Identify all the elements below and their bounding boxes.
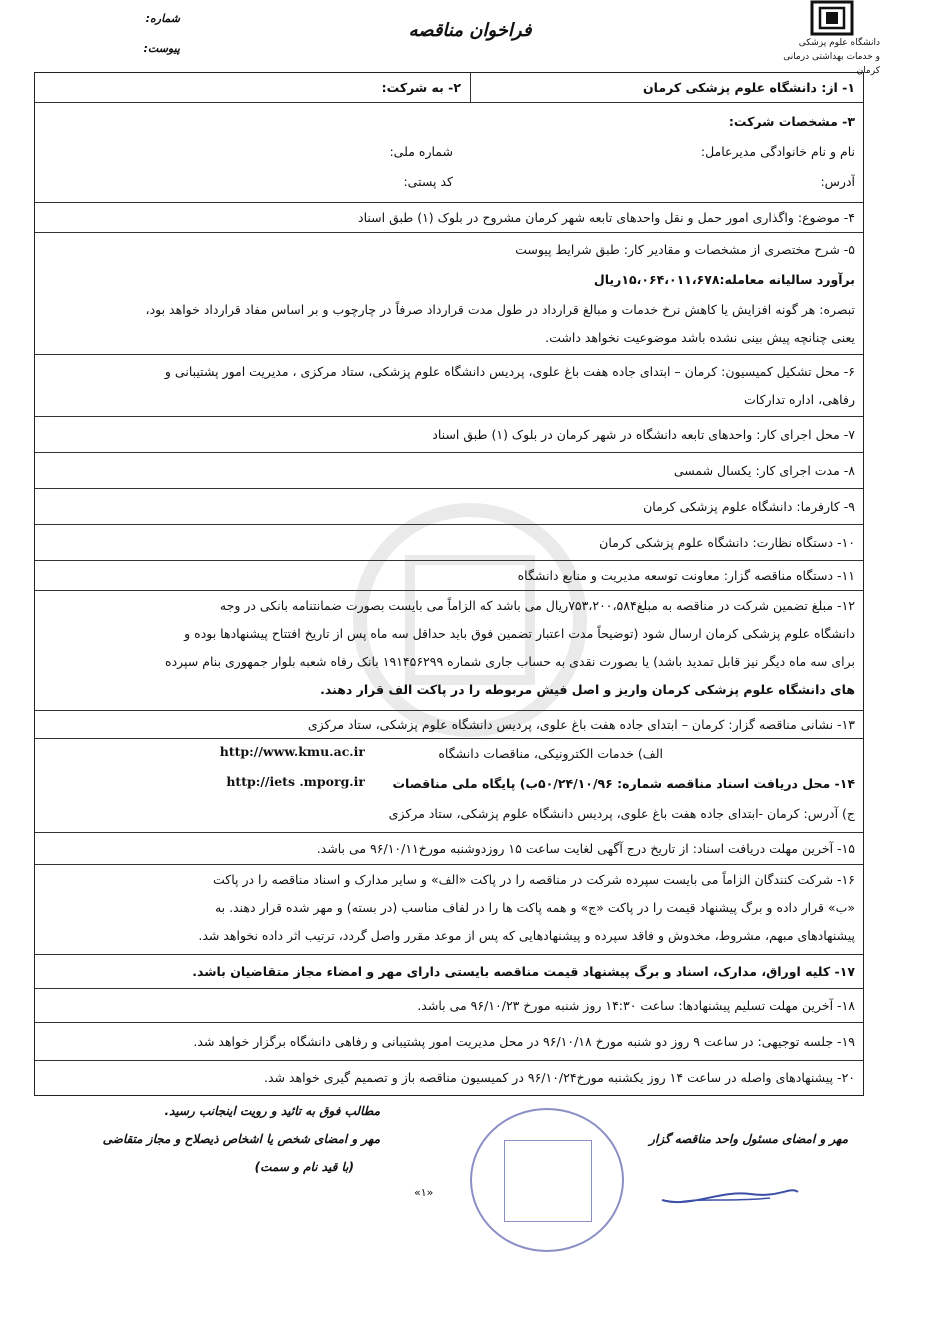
note-line2: یعنی چنانچه پیش بینی نشده باشد موضوعیت نخواهد داشت.: [545, 330, 855, 345]
docs-option-c: ج) آدرس: کرمان -ابتدای جاده هفت باغ علوی، پردیس دانشگاه علوم پزشکی، ستاد مرکزی: [388, 806, 855, 821]
university-logo-icon: [804, 0, 860, 38]
row-10-supervision: [35, 525, 863, 561]
row-4-subject: [35, 203, 863, 233]
page-title: فراخوان مناقصه: [408, 20, 532, 41]
national-id-field: شماره ملی:: [389, 144, 453, 159]
from-field: ۱- از: دانشگاه علوم پزشکی کرمان: [643, 80, 855, 95]
work-location: ۷- محل اجرای کار: واحدهای تابعه دانشگاه در شهر کرمان در بلوک (۱) طبق اسناد: [432, 427, 855, 442]
envelopes-line2: «ب» قرار داده و برگ پیشنهاد قیمت را در پاکت «ج» و همه پاکت ها را در لفاف مناسب (در بسته) و مهر شده قرار دهند. به: [214, 900, 855, 915]
supervision: ۱۰- دستگاه نظارت: دانشگاه علوم پزشکی کرمان: [599, 535, 855, 550]
company-specs-title: ۳- مشخصات شرکت:: [728, 114, 855, 129]
row-14-documents: [35, 739, 863, 833]
docs-option-a: الف) خدمات الکترونیکی، مناقصات دانشگاه: [438, 746, 663, 761]
row-5-description: [35, 233, 863, 355]
envelopes-line3: پیشنهادهای مبهم، مشروط، مخدوش و فاقد سپرده و پیشنهادهایی که پس از موعد مقرر واصل گردد، ترتیب اثر داده نخواهد شد.: [198, 928, 855, 943]
signature-icon: [660, 1180, 800, 1210]
stamp-logo-icon: [504, 1140, 592, 1222]
note-line1: تبصره: هر گونه افزایش یا کاهش نرخ خدمات و مبالغ قرارداد در طول مدت قرارداد صرفاً در چارچوب و بر اساس مفاد قرارداد خواهد بود،: [145, 302, 855, 317]
guarantee-line3: برای سه ماه دیگر نیز قابل تمدید باشد) یا بصورت نقدی به حساب جاری شماره ۱۹۱۴۵۶۲۹۹ بانک رفاه شعبه بلوار جمهوری بنام سپرده: [165, 654, 855, 669]
university-line1: دانشگاه علوم پزشکی: [798, 38, 880, 48]
postal-code-field: کد پستی:: [403, 174, 453, 189]
kmu-url-text[interactable]: http://www.kmu.ac.ir: [219, 744, 365, 759]
row-9-employer: [35, 489, 863, 525]
row-1-2: [35, 73, 863, 103]
employer: ۹- کارفرما: دانشگاه علوم پزشکی کرمان: [643, 499, 855, 514]
row-8-duration: [35, 453, 863, 489]
organizer-address: ۱۳- نشانی مناقصه گزار: کرمان – ابتدای جاده هفت باغ علوی، پردیس دانشگاه علوم پزشکی، ستاد مرکزی: [307, 717, 855, 732]
iets-url[interactable]: [225, 773, 365, 791]
applicant-confirm-line2: مهر و امضای شخص یا اشخاص ذیصلاح و مجاز متقاضی: [102, 1132, 380, 1146]
briefing-session: ۱۹- جلسه توجیهی: در ساعت ۹ روز دو شنبه مورخ ۹۶/۱۰/۱۸ در محل مدیریت امور پشتیبانی و رفاهی دانشگاه برگزار خواهد شد.: [193, 1034, 855, 1049]
applicant-confirm-line1: مطالب فوق به تائید و رویت اینجانب رسید.: [164, 1104, 380, 1118]
envelopes-line1: ۱۶- شرکت کنندگان الزاماً می بایست سپرده شرکت در مناقصه را در پاکت «الف» و سایر مدارک و اسناد مناقصه را در پاکت: [212, 872, 855, 887]
work-duration: ۸- مدت اجرای کار: یکسال شمسی: [673, 463, 855, 478]
bid-opening: ۲۰- پیشنهادهای واصله در ساعت ۱۴ روز یکشنبه مورخ۹۶/۱۰/۲۴ در کمیسیون مناقصه باز و تصمیم گیری خواهد شد.: [263, 1070, 855, 1085]
annual-estimate: برآورد سالیانه معامله:۱۵،۰۶۴،۰۱۱،۶۷۸ریال: [593, 272, 855, 287]
university-line2: و خدمات بهداشتی درمانی کرمان: [783, 52, 880, 76]
attachment-label: پیوست:: [143, 42, 180, 55]
guarantee-line1: ۱۲- مبلغ تضمین شرکت در مناقصه به مبلغ۷۵۳،۲۰۰،۵۸۴ریال می باشد که الزاماً می بایست بصورت ضمانتنامه بانکی در وجه: [219, 598, 855, 613]
page-number: «۱»: [414, 1186, 434, 1199]
to-company-field: ۲- به شرکت:: [381, 80, 461, 95]
row-11-organizer: [35, 561, 863, 591]
row-12-guarantee: [35, 591, 863, 711]
row-19-briefing: [35, 1023, 863, 1061]
row-17-signatures: [35, 955, 863, 989]
iets-url-text[interactable]: http://iets .mporg.ir: [226, 774, 365, 789]
guarantee-line2: دانشگاه علوم پزشکی کرمان ارسال شود (توضیحاً مدت اعتبار تضمین فوق باید حداقل سه ماه پس از تاریخ افتتاح پیشنهادها بوده و: [184, 626, 855, 641]
tender-organizer: ۱۱- دستگاه مناقصه گزار: معاونت توسعه مدیریت و منابع دانشگاه: [517, 568, 855, 583]
address-field: آدرس:: [820, 174, 855, 189]
commission-line1: ۶- محل تشکیل کمیسیون: کرمان – ابتدای جاده هفت باغ علوی، پردیس دانشگاه علوم پزشکی، ستاد مرکزی ، مدیریت امور پشتیبانی و: [164, 364, 855, 379]
subject-text: ۴- موضوع: واگذاری امور حمل و نقل واحدهای تابعه شهر کرمان مشروح در بلوک (۱) طبق اسناد: [358, 210, 855, 225]
doc-deadline: ۱۵- آخرین مهلت دریافت اسناد: از تاریخ درج آگهی لغایت ساعت ۱۵ روزدوشنبه مورخ۹۶/۱۰/۱۱ می باشد.: [316, 841, 855, 856]
commission-line2: رفاهی، اداره تدارکات: [744, 392, 855, 407]
row-18-submission: [35, 989, 863, 1023]
number-label: شماره:: [145, 12, 180, 25]
kmu-url[interactable]: [155, 743, 365, 761]
row-13-address: [35, 711, 863, 739]
row-16-envelopes: [35, 865, 863, 955]
applicant-confirm-line3: (با قید نام و سمت): [254, 1160, 354, 1174]
description-title: ۵- شرح مختصری از مشخصات و مقادیر کار: طبق شرایط پیوست: [515, 242, 855, 257]
signature-requirement: ۱۷- کلیه اوراق، مدارک، اسناد و برگ پیشنهاد قیمت مناقصه بایستی دارای مهر و امضاء مجاز متقاضیان باشد.: [192, 964, 855, 979]
tender-table: [34, 72, 864, 1096]
manager-name-field: نام و نام خانوادگی مدیرعامل:: [700, 144, 855, 159]
row-15-deadline: [35, 833, 863, 865]
row-7-location: [35, 417, 863, 453]
row-3-company: [35, 103, 863, 203]
university-stamp: [470, 1108, 624, 1252]
docs-title: ۱۴- محل دریافت اسناد مناقصه شماره: ۵۰/۲۴/۱۰/۹۶ب) پایگاه ملی مناقصات: [392, 776, 855, 791]
submission-deadline: ۱۸- آخرین مهلت تسلیم پیشنهادها: ساعت ۱۴:۳۰ روز شنبه مورخ ۹۶/۱۰/۲۳ می باشد.: [417, 998, 855, 1013]
row-6-commission: [35, 355, 863, 417]
organizer-signature-label: مهر و امضای مسئول واحد مناقصه گزار: [649, 1132, 848, 1146]
guarantee-line4: های دانشگاه علوم پزشکی کرمان واریز و اصل فیش مربوطه را در پاکت الف قرار دهند.: [320, 682, 855, 697]
row-20-opening: [35, 1061, 863, 1095]
